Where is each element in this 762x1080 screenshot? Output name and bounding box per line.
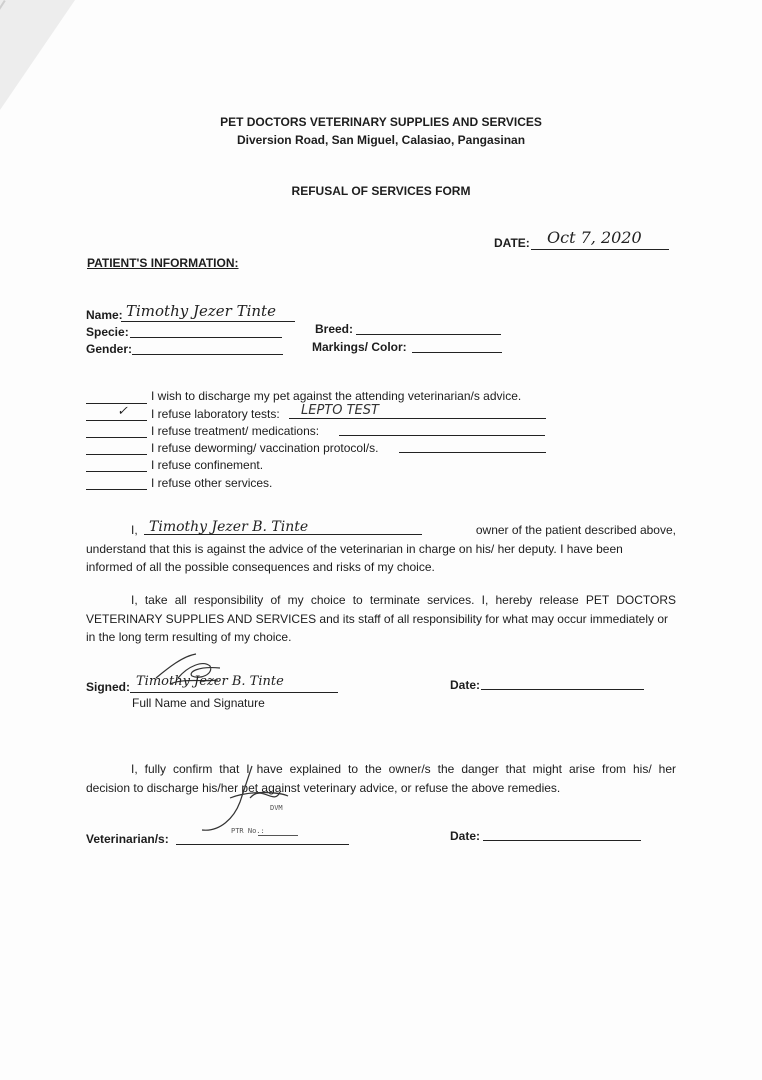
option-blank[interactable] (86, 471, 147, 472)
gender-line[interactable] (132, 354, 283, 355)
veterinarian-label: Veterinarian/s: (86, 832, 169, 846)
option-discharge: I wish to discharge my pet against the attending veterinarian/s advice. (151, 389, 522, 403)
signed-caption: Full Name and Signature (132, 696, 265, 710)
option-lab-tests: I refuse laboratory tests: (151, 407, 280, 421)
name-line[interactable] (121, 321, 295, 322)
vet-date-label: Date: (450, 829, 481, 843)
option-check: ✓ (117, 404, 128, 419)
statement-line3: informed of all the possible consequences and risks of my choice. (86, 560, 435, 574)
lab-tests-line[interactable] (289, 418, 546, 419)
stamp-line2: PTR No.: (231, 827, 265, 835)
statement-line1-suffix: owner of the patient described above, (475, 523, 676, 537)
form-title: REFUSAL OF SERVICES FORM (291, 184, 471, 198)
deworming-line[interactable] (399, 452, 546, 453)
specie-line[interactable] (130, 337, 282, 338)
vet-date-line[interactable] (483, 840, 641, 841)
confirmation-line2: decision to discharge his/her pet against veterinary advice, or refuse the above remedies. (86, 780, 561, 795)
specie-label: Specie: (86, 325, 129, 339)
markings-line[interactable] (412, 352, 502, 353)
option-deworming: I refuse deworming/ vaccination protocol/s. (151, 441, 379, 455)
option-blank[interactable] (86, 437, 147, 438)
page-fold-corner (0, 0, 75, 110)
date-value: Oct 7, 2020 (547, 228, 642, 247)
owner-date-line[interactable] (481, 689, 644, 690)
gender-label: Gender: (86, 342, 133, 356)
treatment-line[interactable] (339, 435, 545, 436)
responsibility-paragraph (86, 591, 676, 647)
owner-name-value: Timothy Jezer B. Tinte (149, 519, 309, 535)
option-treatment: I refuse treatment/ medications: (151, 424, 320, 438)
stamp-line1: DVM (270, 804, 283, 812)
date-line[interactable] (531, 249, 669, 250)
owner-date-label: Date: (450, 678, 481, 692)
company-name: PET DOCTORS VETERINARY SUPPLIES AND SERVICES (220, 115, 542, 129)
lab-tests-value: LEPTO TEST (301, 403, 379, 418)
name-label: Name: (86, 308, 123, 322)
vet-confirmation (86, 760, 676, 797)
breed-line[interactable] (356, 334, 501, 335)
owner-statement (86, 521, 676, 577)
option-confinement: I refuse confinement. (151, 458, 264, 472)
option-blank[interactable] (86, 454, 147, 455)
signed-label: Signed: (86, 680, 130, 694)
markings-label: Markings/ Color: (312, 340, 407, 354)
option-blank[interactable] (86, 420, 147, 421)
statement-line2: understand that this is against the advice of the veterinarian in charge on his/ her deputy. I have been (86, 541, 623, 556)
confirmation-line1: I, fully confirm that I have explained to the owner/s the danger that might arise from his/ her (131, 762, 676, 776)
name-value: Timothy Jezer Tinte (126, 302, 276, 320)
stamp-ptr-line (258, 835, 298, 836)
breed-label: Breed: (315, 322, 354, 336)
signed-line[interactable] (130, 692, 338, 693)
veterinarian-line[interactable] (176, 844, 349, 845)
responsibility-line1: I, take all responsibility of my choice to terminate services. I, hereby release PET DOCTORS (131, 593, 676, 607)
option-other-services: I refuse other services. (151, 476, 273, 490)
responsibility-line2: VETERINARY SUPPLIES AND SERVICES and its staff of all responsibility for what may occur immediately or (86, 611, 669, 626)
responsibility-line3: in the long term resulting of my choice. (86, 630, 292, 644)
signed-value: Timothy Jezer B. Tinte (136, 674, 284, 689)
patient-info-title: PATIENT'S INFORMATION: (87, 256, 239, 270)
company-address: Diversion Road, San Miguel, Calasiao, Pangasinan (236, 133, 526, 147)
date-label: DATE: (494, 236, 530, 250)
option-blank[interactable] (86, 489, 147, 490)
statement-prefix: I, (131, 523, 138, 537)
